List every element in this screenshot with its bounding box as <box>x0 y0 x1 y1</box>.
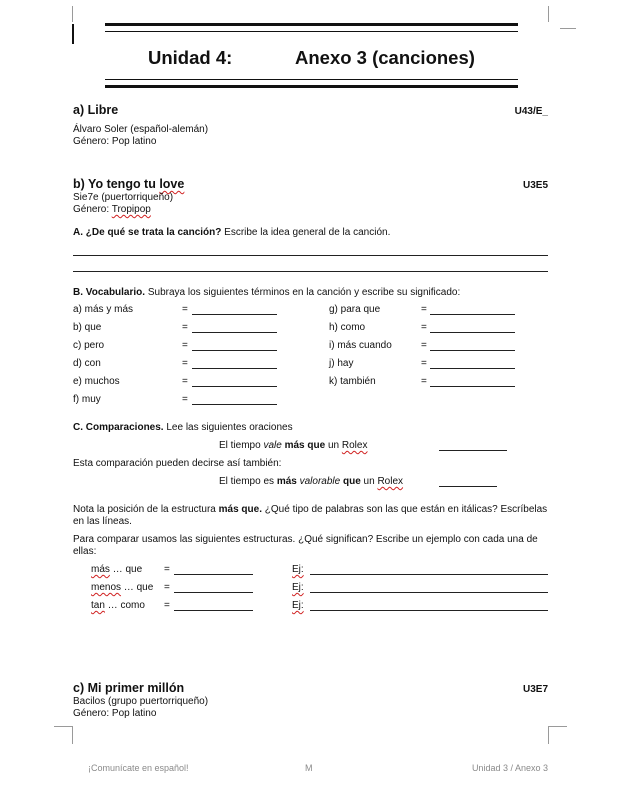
vocab-answer-line[interactable] <box>192 350 277 351</box>
header-rule-bottom-thin <box>105 79 518 80</box>
vocab-equals: = <box>182 358 188 369</box>
example-answer-line[interactable] <box>310 574 548 575</box>
s2-part: El tiempo es <box>219 476 277 487</box>
s1-bold: más que <box>281 440 326 451</box>
sentence-1-answer-line[interactable] <box>439 450 507 451</box>
example-answer-line[interactable] <box>310 592 548 593</box>
vocab-equals: = <box>182 340 188 351</box>
vocab-answer-line[interactable] <box>192 368 277 369</box>
vocab-equals: = <box>182 376 188 387</box>
structure-rest: … como <box>104 600 145 611</box>
example-label: Ej: <box>292 564 304 575</box>
section-b-genre <box>73 204 151 216</box>
structure-equals: = <box>164 600 170 611</box>
vocab-equals: = <box>182 394 188 405</box>
vocab-equals: = <box>421 322 427 333</box>
crop-mark-bottom-left-h <box>54 726 72 727</box>
vocab-answer-line[interactable] <box>430 368 515 369</box>
example-label: Ej: <box>292 600 304 611</box>
vocab-equals: = <box>421 376 427 387</box>
s1-rolex: Rolex <box>341 440 368 451</box>
section-b-title-prefix: b) Yo tengo tu <box>73 177 160 191</box>
vocab-item: j) hay <box>329 358 354 369</box>
vocab-item: d) con <box>73 358 101 369</box>
footer-center: M <box>305 763 313 773</box>
comparison-sentence-2 <box>219 476 403 488</box>
vocab-answer-line[interactable] <box>192 332 277 333</box>
task-c-label: C. Comparaciones. <box>73 422 164 433</box>
note-part: Nota la posición de la estructura <box>73 504 219 515</box>
structure-item <box>91 600 145 612</box>
structure-item <box>91 564 142 576</box>
structure-item <box>91 582 153 594</box>
comparison-also: Esta comparación pueden decirse así también: <box>73 458 282 469</box>
s1-italic: vale <box>263 440 282 451</box>
section-a-genre: Género: Pop latino <box>73 136 157 147</box>
vocab-equals: = <box>421 304 427 315</box>
note-line-1 <box>73 504 547 516</box>
comparison-sentence-1 <box>219 440 367 452</box>
task-a-instruction <box>73 227 390 239</box>
task-b-text: Subraya los siguientes términos en la canción y escribe su significado: <box>145 287 461 298</box>
section-a-artist: Álvaro Soler (español-alemán) <box>73 124 209 135</box>
structure-rest: … que <box>109 564 143 575</box>
example-answer-line[interactable] <box>310 610 548 611</box>
vocab-equals: = <box>182 304 188 315</box>
task-b-instruction <box>73 287 460 299</box>
compare-line-2: ellas: <box>73 546 97 557</box>
note-bold: más que. <box>218 504 262 515</box>
vocab-item: b) que <box>73 322 102 333</box>
structure-meaning-line[interactable] <box>174 610 253 611</box>
crop-mark-bottom-right-v <box>548 726 549 744</box>
section-b-genre-value: Tropipop <box>111 204 151 215</box>
vocab-equals: = <box>421 358 427 369</box>
section-a-code: U43/E_ <box>514 106 548 117</box>
vocab-answer-line[interactable] <box>430 314 515 315</box>
crop-mark-bottom-left-v <box>72 726 73 744</box>
vocab-equals: = <box>182 322 188 333</box>
footer-left: ¡Comunícate en español! <box>88 763 189 773</box>
vocab-item: h) como <box>329 322 366 333</box>
header-rule-bottom <box>105 85 518 88</box>
footer-right: Unidad 3 / Anexo 3 <box>471 763 548 773</box>
example-label: Ej: <box>292 582 304 593</box>
task-a-answer-line-2[interactable] <box>73 271 548 272</box>
structure-rest: … que <box>121 582 154 593</box>
task-c-text: Lee las siguientes oraciones <box>163 422 293 433</box>
section-b-artist: Sie7e (puertorriqueño) <box>73 192 174 203</box>
note-part: ¿Qué tipo de palabras son las que están en itálicas? Escríbelas <box>262 504 548 515</box>
task-c-instruction <box>73 422 293 434</box>
vocab-item: a) más y más <box>73 304 134 315</box>
sentence-2-answer-line[interactable] <box>439 486 497 487</box>
vocab-answer-line[interactable] <box>430 386 515 387</box>
vocab-item: f) muy <box>73 394 101 405</box>
vocab-answer-line[interactable] <box>430 350 515 351</box>
vocab-item: k) también <box>329 376 376 387</box>
task-b-label: B. Vocabulario. <box>73 287 146 298</box>
vocab-item: g) para que <box>329 304 381 315</box>
structure-word: tan <box>91 600 105 611</box>
structure-meaning-line[interactable] <box>174 592 253 593</box>
structure-word: más <box>91 564 110 575</box>
structure-equals: = <box>164 564 170 575</box>
s2-bold: más <box>276 476 297 487</box>
s1-part: El tiempo <box>219 440 264 451</box>
text-cursor <box>72 24 74 44</box>
crop-mark-bottom-right-h <box>549 726 567 727</box>
vocab-answer-line[interactable] <box>430 332 515 333</box>
section-c-title: c) Mi primer millón <box>73 681 185 695</box>
header-rule-top <box>105 23 518 26</box>
vocab-answer-line[interactable] <box>192 386 277 387</box>
s2-bold: que <box>342 476 361 487</box>
compare-line-1: Para comparar usamos las siguientes estructuras. ¿Qué significan? Escribe un ejemplo con cada una de <box>73 534 538 545</box>
section-a-title: a) Libre <box>73 103 119 117</box>
section-c-artist: Bacilos (grupo puertorriqueño) <box>73 696 209 707</box>
vocab-equals: = <box>421 340 427 351</box>
s2-part: un <box>360 476 378 487</box>
task-a-label: A. ¿De qué se trata la canción? <box>73 227 222 238</box>
structure-meaning-line[interactable] <box>174 574 253 575</box>
section-b-genre-prefix: Género: <box>73 204 112 215</box>
section-b-title <box>73 177 184 191</box>
section-b-title-love: love <box>159 177 185 191</box>
s1-part: un <box>325 440 342 451</box>
vocab-answer-line[interactable] <box>192 314 277 315</box>
s2-rolex: Rolex <box>377 476 404 487</box>
section-b-code: U3E5 <box>522 180 548 191</box>
crop-mark-top-right-h <box>560 28 576 29</box>
section-c-genre: Género: Pop latino <box>73 708 157 719</box>
task-a-text: Escribe la idea general de la canción. <box>221 227 391 238</box>
crop-mark-top-left <box>72 6 73 22</box>
vocab-item: i) más cuando <box>329 340 392 351</box>
vocab-item: e) muchos <box>73 376 120 387</box>
section-c-code: U3E7 <box>522 684 548 695</box>
structure-word: menos <box>91 582 122 593</box>
header-rule-top-thin <box>105 31 518 32</box>
crop-mark-top-right <box>548 6 549 22</box>
vocab-item: c) pero <box>73 340 105 351</box>
note-line-2: en las líneas. <box>73 516 132 527</box>
header-title: Anexo 3 (canciones) <box>295 47 475 68</box>
vocab-answer-line[interactable] <box>192 404 277 405</box>
structure-equals: = <box>164 582 170 593</box>
header-unit: Unidad 4: <box>148 47 233 68</box>
s2-italic: valorable <box>299 476 341 487</box>
task-a-answer-line-1[interactable] <box>73 255 548 256</box>
